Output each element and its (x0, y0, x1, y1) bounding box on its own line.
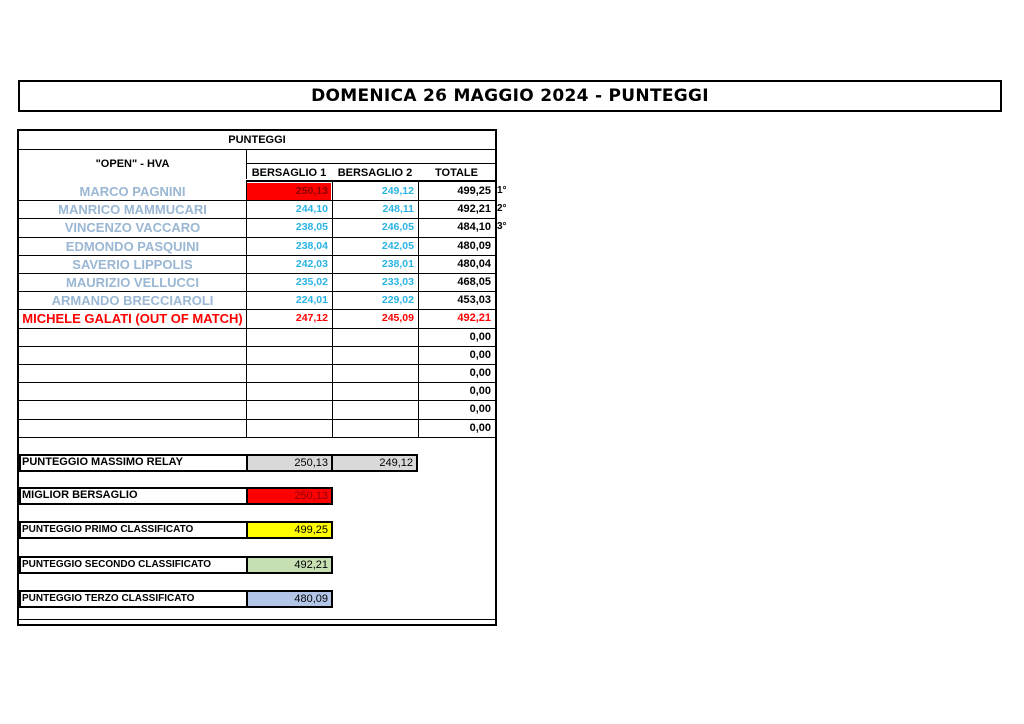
col-header-total: TOTALE (435, 167, 478, 179)
third-value: 480,09 (246, 590, 333, 608)
first-value: 499,25 (246, 521, 333, 539)
empty-total: 0,00 (469, 403, 491, 415)
score-sheet (17, 129, 507, 626)
participant-name: EDMONDO PASQUINI (65, 239, 200, 254)
score-total: 480,04 (457, 258, 491, 270)
score-b2: 233,03 (381, 276, 414, 288)
score-total: 453,03 (457, 294, 491, 306)
score-total: 492,21 (457, 312, 491, 324)
score-b1: 242,03 (295, 258, 328, 270)
score-b1: 238,04 (295, 240, 328, 252)
score-b2: 238,01 (381, 258, 414, 270)
page-title: DOMENICA 26 MAGGIO 2024 - PUNTEGGI (311, 86, 709, 106)
score-b1: 250,13 (247, 183, 331, 200)
score-b1: 224,01 (295, 294, 328, 306)
score-b2: 245,09 (381, 312, 414, 324)
score-total: 484,10 (457, 221, 491, 233)
first-label: PUNTEGGIO PRIMO CLASSIFICATO (22, 524, 194, 535)
empty-total: 0,00 (469, 422, 491, 434)
participant-name: SAVERIO LIPPOLIS (72, 257, 193, 272)
participant-name: ARMANDO BRECCIAROLI (51, 293, 214, 308)
participant-name: MARCO PAGNINI (79, 184, 186, 199)
score-total: 492,21 (457, 203, 491, 215)
max-relay-b2: 249,12 (331, 454, 418, 472)
max-relay-label: PUNTEGGIO MASSIMO RELAY (22, 456, 183, 468)
participant-name: MANRICO MAMMUCARI (58, 202, 207, 217)
rank-label: 2° (497, 203, 507, 214)
category-label: "OPEN" - HVA (95, 158, 170, 170)
empty-total: 0,00 (469, 385, 491, 397)
col-header-b2: BERSAGLIO 2 (337, 167, 413, 179)
participant-name: MAURIZIO VELLUCCI (66, 275, 199, 290)
score-b1: 238,05 (295, 221, 328, 233)
empty-total: 0,00 (469, 331, 491, 343)
score-b2: 229,02 (381, 294, 414, 306)
score-b2: 242,05 (381, 240, 414, 252)
page-title-banner (18, 80, 1002, 112)
rank-label: 1° (497, 185, 507, 196)
score-b1: 247,12 (295, 312, 328, 324)
score-b2: 246,05 (381, 221, 414, 233)
score-total: 499,25 (457, 185, 491, 197)
max-relay-b1: 250,13 (246, 454, 333, 472)
empty-total: 0,00 (469, 367, 491, 379)
col-header-b1: BERSAGLIO 1 (251, 167, 327, 179)
rank-label: 3° (497, 221, 507, 232)
score-total: 480,09 (457, 240, 491, 252)
second-value: 492,21 (246, 556, 333, 574)
best-target-label: MIGLIOR BERSAGLIO (22, 489, 138, 501)
best-target-value: 250,13 (246, 487, 333, 505)
score-b1: 235,02 (295, 276, 328, 288)
score-total: 468,05 (457, 276, 491, 288)
empty-total: 0,00 (469, 349, 491, 361)
third-label: PUNTEGGIO TERZO CLASSIFICATO (22, 593, 195, 604)
score-b2: 248,11 (382, 203, 414, 215)
score-b2: 249,12 (381, 185, 414, 197)
second-label: PUNTEGGIO SECONDO CLASSIFICATO (22, 559, 212, 570)
participant-name: VINCENZO VACCARO (64, 220, 201, 235)
score-b1: 244,10 (295, 203, 328, 215)
table-header: PUNTEGGI (228, 134, 286, 146)
participant-name: MICHELE GALATI (OUT OF MATCH) (22, 311, 243, 326)
